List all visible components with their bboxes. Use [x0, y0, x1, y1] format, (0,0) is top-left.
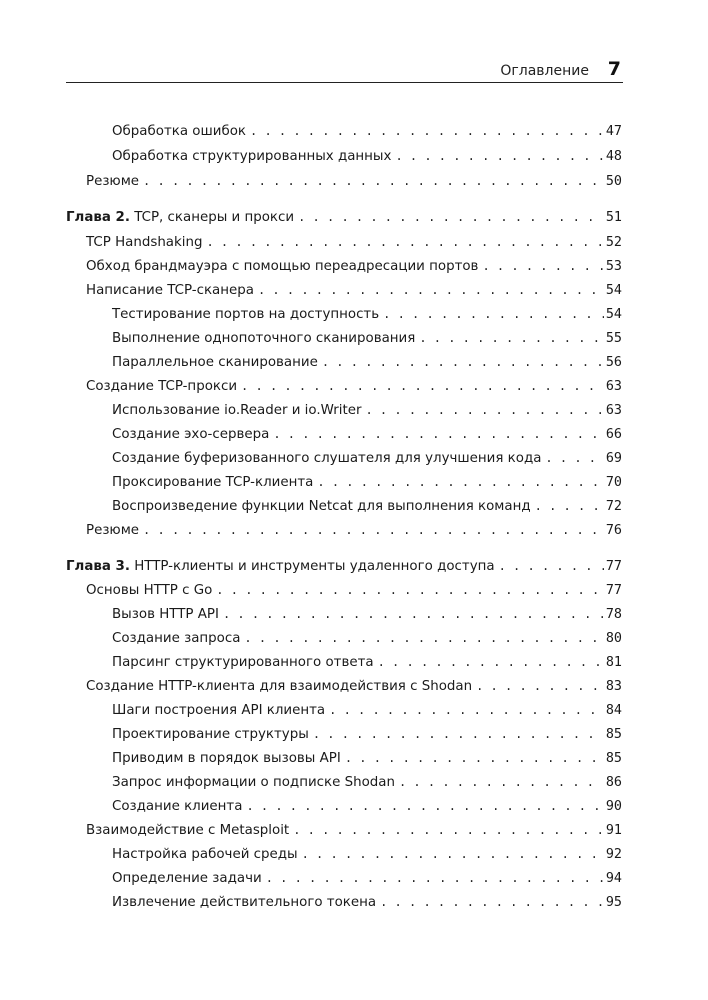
toc-entry-text: Резюме	[86, 174, 140, 189]
toc-entry[interactable]	[112, 652, 622, 672]
toc-entry-title	[112, 473, 313, 493]
toc-entry-title	[112, 629, 240, 649]
dot-leader	[302, 844, 604, 864]
toc-entry-page: 52	[605, 235, 622, 250]
toc-entry-title	[112, 147, 391, 167]
running-header-title: Оглавление	[500, 63, 589, 79]
toc-entry-text: Параллельное сканирование	[112, 355, 318, 370]
dot-leader	[482, 256, 603, 276]
toc-entry-page: 50	[605, 174, 622, 189]
toc-entry[interactable]	[112, 121, 622, 141]
toc-entry-title	[112, 869, 262, 889]
toc-entry-text: Взаимодействие с Metasploit	[86, 823, 290, 838]
dot-leader	[378, 652, 604, 672]
toc-entry[interactable]	[112, 496, 622, 516]
toc-entry-title	[112, 749, 341, 769]
toc-entry[interactable]	[112, 844, 622, 864]
dot-leader	[250, 121, 604, 141]
dot-leader	[545, 448, 603, 468]
toc-entry-page: 63	[605, 403, 622, 418]
dot-leader	[365, 400, 603, 420]
toc-entry-text: Обход брандмауэра с помощью переадресации портов	[86, 259, 479, 274]
toc-entry[interactable]	[112, 868, 622, 888]
dot-leader	[273, 424, 604, 444]
toc-entry-text: Проектирование структуры	[112, 727, 309, 742]
dot-leader	[241, 376, 604, 396]
dot-leader	[246, 796, 603, 816]
toc-entry[interactable]	[112, 304, 622, 324]
toc-entry[interactable]	[112, 400, 622, 420]
toc-entry[interactable]	[86, 580, 622, 600]
dot-leader	[206, 232, 603, 252]
toc-entry[interactable]	[112, 146, 622, 166]
toc-entry-text: Основы HTTP с Go	[86, 583, 213, 598]
toc-entry-title	[86, 377, 237, 397]
dot-leader	[266, 868, 604, 888]
toc-entry-text: Резюме	[86, 523, 140, 538]
toc-entry-text: Воспроизведение функции Netcat для выполнения команд	[112, 499, 531, 514]
toc-entry-title	[86, 257, 478, 277]
running-header	[66, 60, 623, 83]
toc-entry-title	[86, 677, 472, 697]
toc-entry-page: 56	[605, 355, 622, 370]
toc-entry-title	[112, 653, 374, 673]
toc-entry-page: 76	[605, 523, 622, 538]
toc-entry-page: 69	[605, 451, 622, 466]
dot-leader	[317, 472, 604, 492]
toc-entry-text: Настройка рабочей среды	[112, 847, 298, 862]
toc-entry-text: Использование io.Reader и io.Writer	[112, 403, 362, 418]
dot-leader	[322, 352, 604, 372]
dot-leader	[395, 146, 603, 166]
toc-entry-title	[86, 521, 139, 541]
toc-entry-page: 54	[605, 307, 622, 322]
toc-entry[interactable]	[66, 556, 622, 576]
dot-leader	[383, 304, 604, 324]
toc-entry-text: Определение задачи	[112, 871, 262, 886]
toc-entry-title	[112, 893, 376, 913]
dot-leader	[345, 748, 604, 768]
toc-entry[interactable]	[86, 256, 622, 276]
dot-leader	[143, 520, 604, 540]
toc-entry-text: Приводим в порядок вызовы API	[112, 751, 341, 766]
dot-leader	[535, 496, 604, 516]
toc-entry[interactable]	[86, 171, 622, 191]
toc-entry-page: 83	[605, 679, 622, 694]
toc-entry[interactable]	[86, 376, 622, 396]
toc-entry-title	[112, 725, 309, 745]
toc-entry-title	[86, 281, 254, 301]
toc-entry-text: Извлечение действительного токена	[112, 895, 377, 910]
dot-leader	[244, 628, 603, 648]
toc-entry-page: 51	[605, 210, 622, 225]
toc-entry-page: 94	[605, 871, 622, 886]
toc-entry-text: Проксирование TCP-клиента	[112, 475, 314, 490]
toc-entry-page: 85	[605, 751, 622, 766]
dot-leader	[329, 700, 604, 720]
toc-entry-page: 70	[605, 475, 622, 490]
toc-entry-page: 95	[605, 895, 622, 910]
toc-entry-text: Вызов HTTP API	[112, 607, 219, 622]
toc-entry-page: 90	[605, 799, 622, 814]
chapter-label: Глава 2.	[66, 210, 130, 225]
dot-leader	[258, 280, 604, 300]
toc-entry-text: TCP, сканеры и прокси	[129, 210, 295, 225]
toc-entry[interactable]	[112, 892, 622, 912]
toc-entry-page: 55	[605, 331, 622, 346]
toc-entry-page: 91	[605, 823, 622, 838]
toc-entry-text: Создание эхо-сервера	[112, 427, 270, 442]
toc-entry-title	[112, 122, 246, 142]
toc-entry-title	[66, 208, 294, 228]
toc-entry[interactable]	[86, 676, 622, 696]
dot-leader	[380, 892, 604, 912]
toc-entry-title	[112, 305, 379, 325]
toc-entry-text: Парсинг структурированного ответа	[112, 655, 374, 670]
toc-entry[interactable]	[112, 628, 622, 648]
toc-entry[interactable]	[112, 724, 622, 744]
dot-leader	[293, 820, 604, 840]
toc-entry-page: 86	[605, 775, 622, 790]
dot-leader	[216, 580, 604, 600]
toc-entry-text: Запрос информации о подписке Shodan	[112, 775, 395, 790]
toc-entry-page: 63	[605, 379, 622, 394]
dot-leader	[419, 328, 604, 348]
dot-leader	[476, 676, 604, 696]
dot-leader	[298, 207, 604, 227]
toc-entry-title	[112, 797, 242, 817]
toc-entry-page: 47	[605, 124, 622, 139]
toc-entry[interactable]	[112, 604, 622, 624]
toc-entry[interactable]	[112, 328, 622, 348]
toc-entry-title	[112, 605, 219, 625]
toc-entry-title	[86, 233, 202, 253]
dot-leader	[399, 772, 604, 792]
toc-entry-text: Шаги построения API клиента	[112, 703, 326, 718]
toc-entry-title	[112, 449, 541, 469]
toc-entry[interactable]	[112, 700, 622, 720]
toc-entry-page: 78	[605, 607, 622, 622]
dot-leader	[499, 556, 604, 576]
toc-entry-title	[112, 353, 318, 373]
toc-entry-text: Обработка ошибок	[112, 124, 246, 139]
toc-entry-page: 54	[605, 283, 622, 298]
toc-entry-title	[112, 845, 298, 865]
toc-entry-text: Создание буферизованного слушателя для улучшения кода	[112, 451, 542, 466]
toc-entry[interactable]	[112, 472, 622, 492]
toc-entry-title	[66, 557, 495, 577]
toc-entry-text: Выполнение однопоточного сканирования	[112, 331, 416, 346]
toc-entry[interactable]	[66, 207, 622, 227]
toc-entry-page: 80	[605, 631, 622, 646]
toc-entry-title	[112, 701, 325, 721]
page-number: 7	[607, 58, 621, 80]
toc-entry[interactable]	[112, 424, 622, 444]
toc-entry[interactable]	[112, 748, 622, 768]
toc-entry-text: Создание клиента	[112, 799, 243, 814]
toc-entry-page: 66	[605, 427, 622, 442]
toc-entry-title	[86, 172, 139, 192]
toc-entry[interactable]	[112, 352, 622, 372]
toc-entry-page: 84	[605, 703, 622, 718]
toc-entry-page: 92	[605, 847, 622, 862]
toc-entry-page: 48	[605, 149, 622, 164]
toc-entry-title	[112, 497, 531, 517]
toc-entry-page: 77	[605, 583, 622, 598]
toc-entry-text: Создание HTTP-клиента для взаимодействия с Shodan	[86, 679, 473, 694]
toc-entry-page: 53	[605, 259, 622, 274]
toc-entry-text: Обработка структурированных данных	[112, 149, 392, 164]
chapter-label: Глава 3.	[66, 559, 130, 574]
toc-entry[interactable]	[112, 772, 622, 792]
toc-entry[interactable]	[112, 448, 622, 468]
toc-entry-title	[86, 581, 212, 601]
toc-entry-page: 81	[605, 655, 622, 670]
toc-entry-text: Создание запроса	[112, 631, 241, 646]
toc-entry[interactable]	[86, 820, 622, 840]
toc-entry-text: Создание TCP-прокси	[86, 379, 238, 394]
toc-entry-title	[112, 401, 361, 421]
toc-entry[interactable]	[86, 232, 622, 252]
dot-leader	[143, 171, 604, 191]
dot-leader	[313, 724, 604, 744]
toc-entry-page: 77	[605, 559, 622, 574]
toc-entry[interactable]	[86, 280, 622, 300]
toc-entry[interactable]	[86, 520, 622, 540]
toc-entry-text: Тестирование портов на доступность	[112, 307, 380, 322]
toc-entry[interactable]	[112, 796, 622, 816]
toc-entry-page: 72	[605, 499, 622, 514]
toc-entry-title	[112, 329, 415, 349]
toc-entry-page: 85	[605, 727, 622, 742]
toc-entry-text: TCP Handshaking	[86, 235, 203, 250]
toc-entry-title	[112, 425, 269, 445]
toc-entry-text: HTTP-клиенты и инструменты удаленного доступа	[129, 559, 495, 574]
toc-entry-text: Написание TCP-сканера	[86, 283, 254, 298]
toc-entry-title	[86, 821, 289, 841]
dot-leader	[223, 604, 604, 624]
toc-entry-title	[112, 773, 395, 793]
